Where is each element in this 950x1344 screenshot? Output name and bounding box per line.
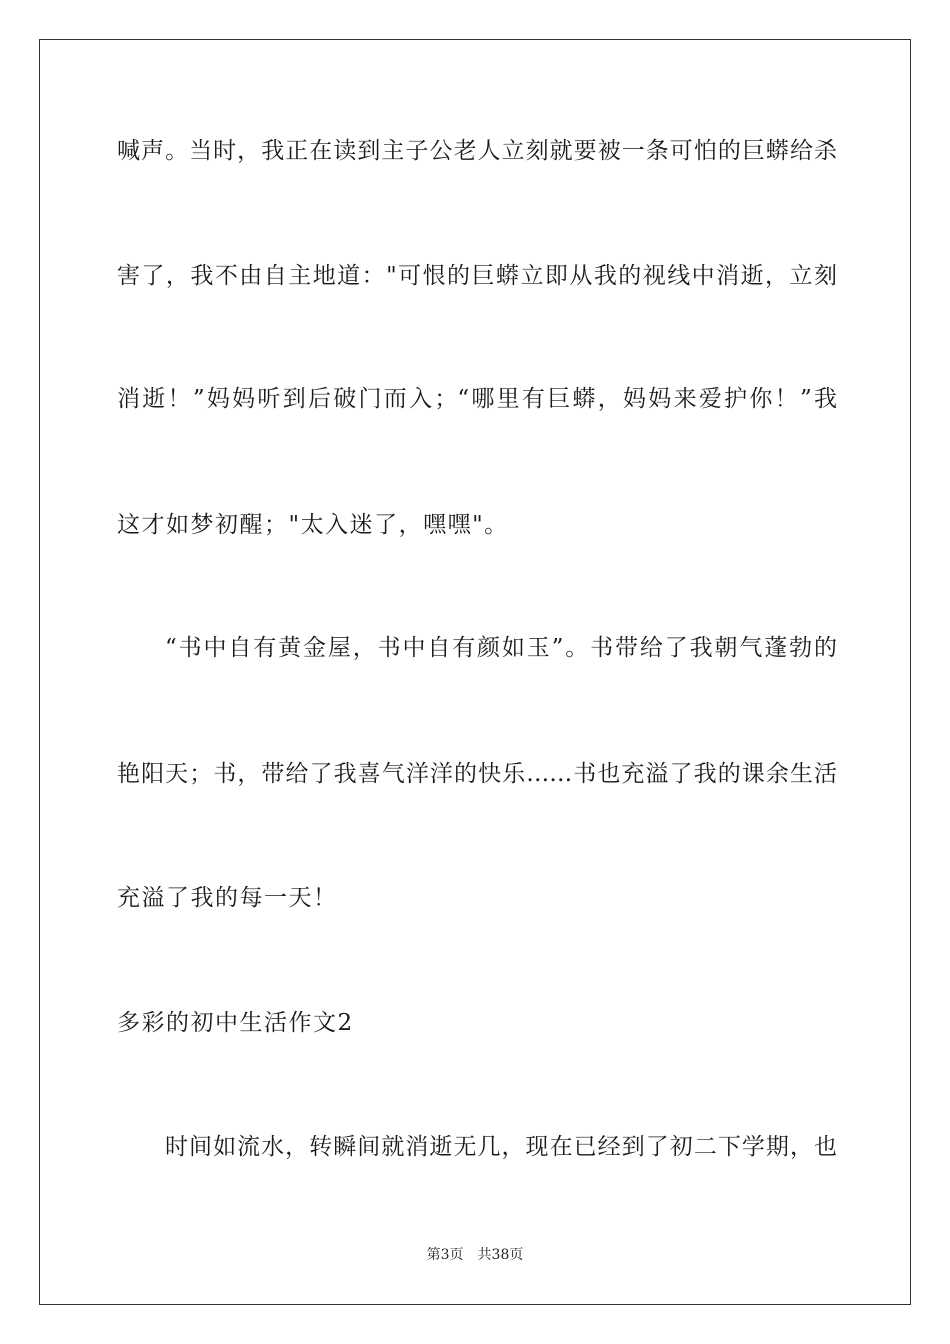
- paragraph-line: 喊声。当时，我正在读到主子公老人立刻就要被一条可怕的巨蟒给杀: [117, 138, 837, 164]
- paragraph-line: 充溢了我的每一天！: [117, 885, 338, 911]
- page-number: 第3页: [426, 1247, 464, 1263]
- page-total: 共38页: [477, 1247, 524, 1263]
- paragraph-line: 害了，我不由自主地道："可恨的巨蟒立即从我的视线中消逝，立刻: [117, 263, 837, 289]
- paragraph-line: 这才如梦初醒；"太入迷了，嘿嘿"。: [117, 512, 509, 538]
- paragraph-line: 时间如流水，转瞬间就消逝无几，现在已经到了初二下学期，也: [165, 1134, 837, 1160]
- paragraph-line: 消逝！”妈妈听到后破门而入；“哪里有巨蟒，妈妈来爱护你！”我: [117, 386, 837, 412]
- paragraph-line: “书中自有黄金屋，书中自有颜如玉”。书带给了我朝气蓬勃的: [165, 635, 837, 661]
- page-border: [39, 39, 911, 1305]
- page-footer: [0, 1246, 950, 1264]
- section-heading: 多彩的初中生活作文2: [117, 1010, 354, 1036]
- paragraph-line: 艳阳天；书，带给了我喜气洋洋的快乐……书也充溢了我的课余生活: [117, 761, 837, 787]
